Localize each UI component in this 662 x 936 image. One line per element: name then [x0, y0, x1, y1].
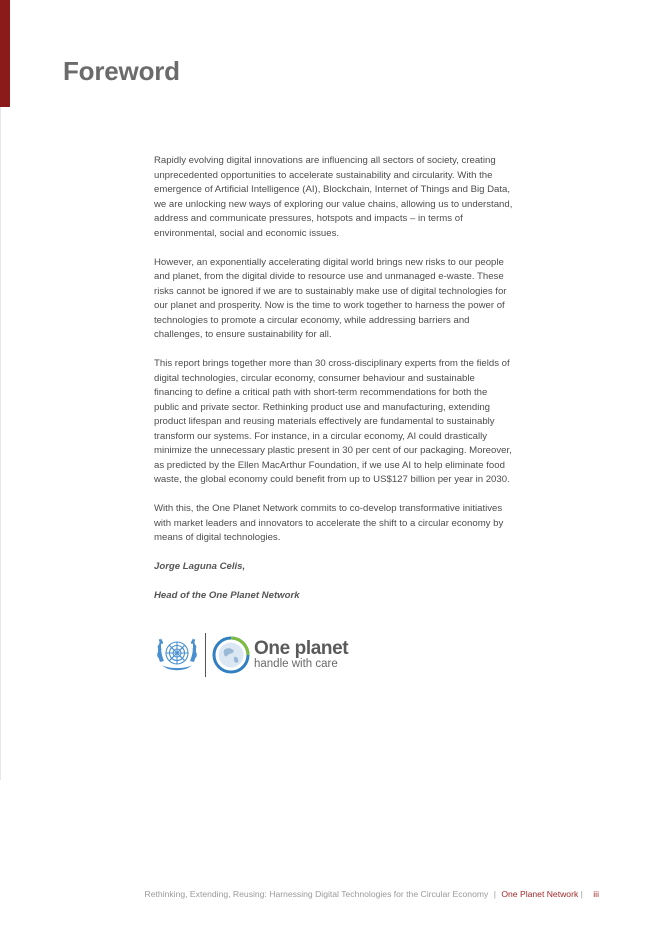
foreword-body [154, 154, 514, 618]
one-planet-name: One planet [254, 638, 349, 660]
one-planet-tagline: handle with care [254, 658, 338, 671]
logo-block [154, 632, 348, 678]
footer-brand: One Planet Network [501, 889, 579, 899]
footer-separator: | [493, 889, 496, 899]
paragraph-3: This report brings together more than 30 cross-disciplinary experts from the fields of digital technologies, circular economy, consumer behaviour and sustainable financing to define a critical path with short-term recommendations for both the public and private sector. Rethinking product use and manufacturing, extending product lifespan and reusing materials effectively are fundamental to sustainably transform our systems. For instance, in a circular economy, AI could drastically minimize the unnecessary plastic present in 30 per cent of our packaging. Moreover, as predicted by the Ellen MacArthur Foundation, if we use AI to help eliminate food waste, the global economy could benefit from up to US$127 billion per year in 2030. [154, 358, 512, 485]
footer-brand-separator: | [580, 889, 583, 899]
footer-report-title: Rethinking, Extending, Reusing: Harnessing Digital Technologies for the Circular Economy [144, 889, 489, 899]
paragraph-1: Rapidly evolving digital innovations are influencing all sectors of society, creating unprecedented opportunities to accelerate sustainability and circularity. With the emergence of Artificial Intelligence (AI), Blockchain, Internet of Things and Big Data, we are unlocking new ways of exploring our value chains, allowing us to understand, address and communicate pressures, hotspots and impacts – in terms of environmental, social and economic issues. [154, 155, 513, 239]
page-title: Foreword [63, 56, 180, 86]
paragraph-2: However, an exponentially accelerating digital world brings new risks to our people and planet, from the digital divide to resource use and unmanaged e-waste. These risks cannot be ignored if we are to sustainably make use of digital technologies for our planet and prosperity. Now is the time to work together to harness the power of technologies to promote a circular economy, while addressing barriers and challenges, to ensure sustainability for all. [154, 256, 507, 340]
left-margin-rule [0, 0, 1, 780]
one-planet-wordmark [254, 639, 348, 671]
signature-name: Jorge Laguna Celis, [154, 561, 246, 572]
page-number: iii [593, 889, 599, 899]
page-footer [145, 889, 599, 899]
paragraph-4: With this, the One Planet Network commits to co-develop transformative initiatives with market leaders and innovators to accelerate the shift to a circular economy by means of digital technologies. [154, 503, 504, 543]
accent-bar [0, 0, 10, 107]
logo-divider [205, 633, 206, 677]
one-planet-globe-icon [212, 636, 250, 674]
un-emblem-icon [154, 632, 200, 678]
signature-title: Head of the One Planet Network [154, 590, 300, 601]
